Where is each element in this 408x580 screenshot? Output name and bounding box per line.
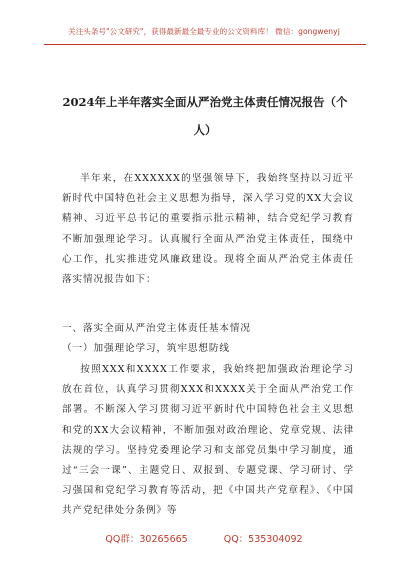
section-heading: 一、落实全面从严治党主体责任基本情况 bbox=[62, 323, 251, 334]
header-banner: 关注头条号"公文研究"，获得最新最全最专业的公文资料库！ 微信：gongwenyj bbox=[68, 27, 340, 36]
footer-qq: QQ：535304092 bbox=[223, 534, 303, 545]
footer-contact bbox=[0, 531, 408, 545]
body-paragraph: 按照XXX和XXXX工作要求，我始终把加强政治理论学习放在首位，认真学习贯彻XXX和XXXX关于全面从严治党工作部署。不断深入学习贯彻习近平新时代中国特色社会主义思想和党的XX大会议精神，不断加强对政治理论、党章党规、法律法规的学习。坚持党委理论学习和支部党员集中学习制度，通过“三会一课”、主题党日、双报到、专题党课、学习研讨、学习强国和党纪学习教育等活动，把《中国共产党章程》、《中国共产党纪律处分条例》等 bbox=[62, 364, 354, 517]
document-title-line-2: 人） bbox=[193, 123, 217, 137]
subsection-heading: （一）加强理论学习，筑牢思想防线 bbox=[62, 343, 230, 354]
header-divider bbox=[44, 44, 366, 45]
intro-paragraph: 半年来，在XXXXXX的坚强领导下，我始终坚持以习近平新时代中国特色社会主义思想为指导，深入学习党的XX大会议精神、习近平总书记的重要指示批示精神，结合党纪学习教育不断加强理论学习。认真履行全面从严治党主体责任，围绕中心工作，扎实推进党风廉政建设。现将全面从严治党主体责任落实情况报告如下： bbox=[62, 173, 354, 286]
footer-qq-group: QQ群：30265665 bbox=[105, 534, 188, 545]
document-title-line-1: 2024年上半年落实全面从严治党主体责任情况报告（个 bbox=[62, 95, 348, 109]
